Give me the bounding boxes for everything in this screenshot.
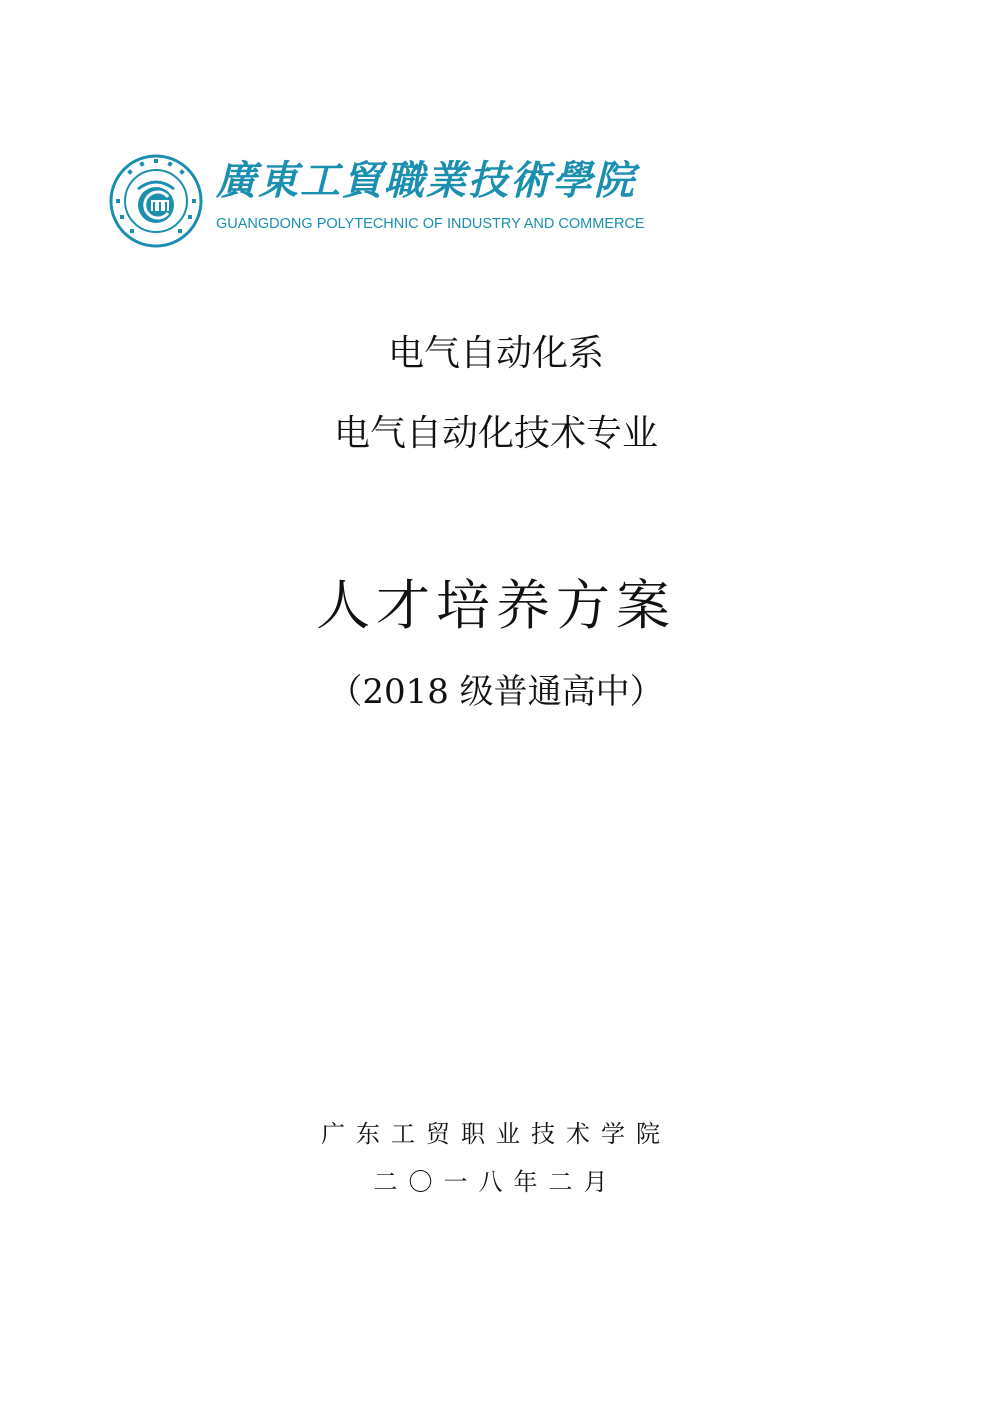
document-subtitle: （2018 级普通高中）	[328, 672, 664, 712]
document-title: 人才培养方案	[316, 574, 676, 637]
logo-english-name: GUANGDONG POLYTECHNIC OF INDUSTRY AND COMMERCE	[216, 216, 645, 232]
school-emblem-icon	[108, 153, 204, 249]
school-logo	[108, 153, 645, 245]
document-date: 二〇一八年二月	[373, 1168, 619, 1196]
department-name: 电气自动化系	[387, 333, 604, 374]
logo-chinese-name: 廣東工貿職業技術學院	[216, 157, 636, 204]
institution-name: 广东工贸职业技术学院	[321, 1120, 671, 1148]
major-name: 电气自动化技术专业	[333, 413, 658, 454]
